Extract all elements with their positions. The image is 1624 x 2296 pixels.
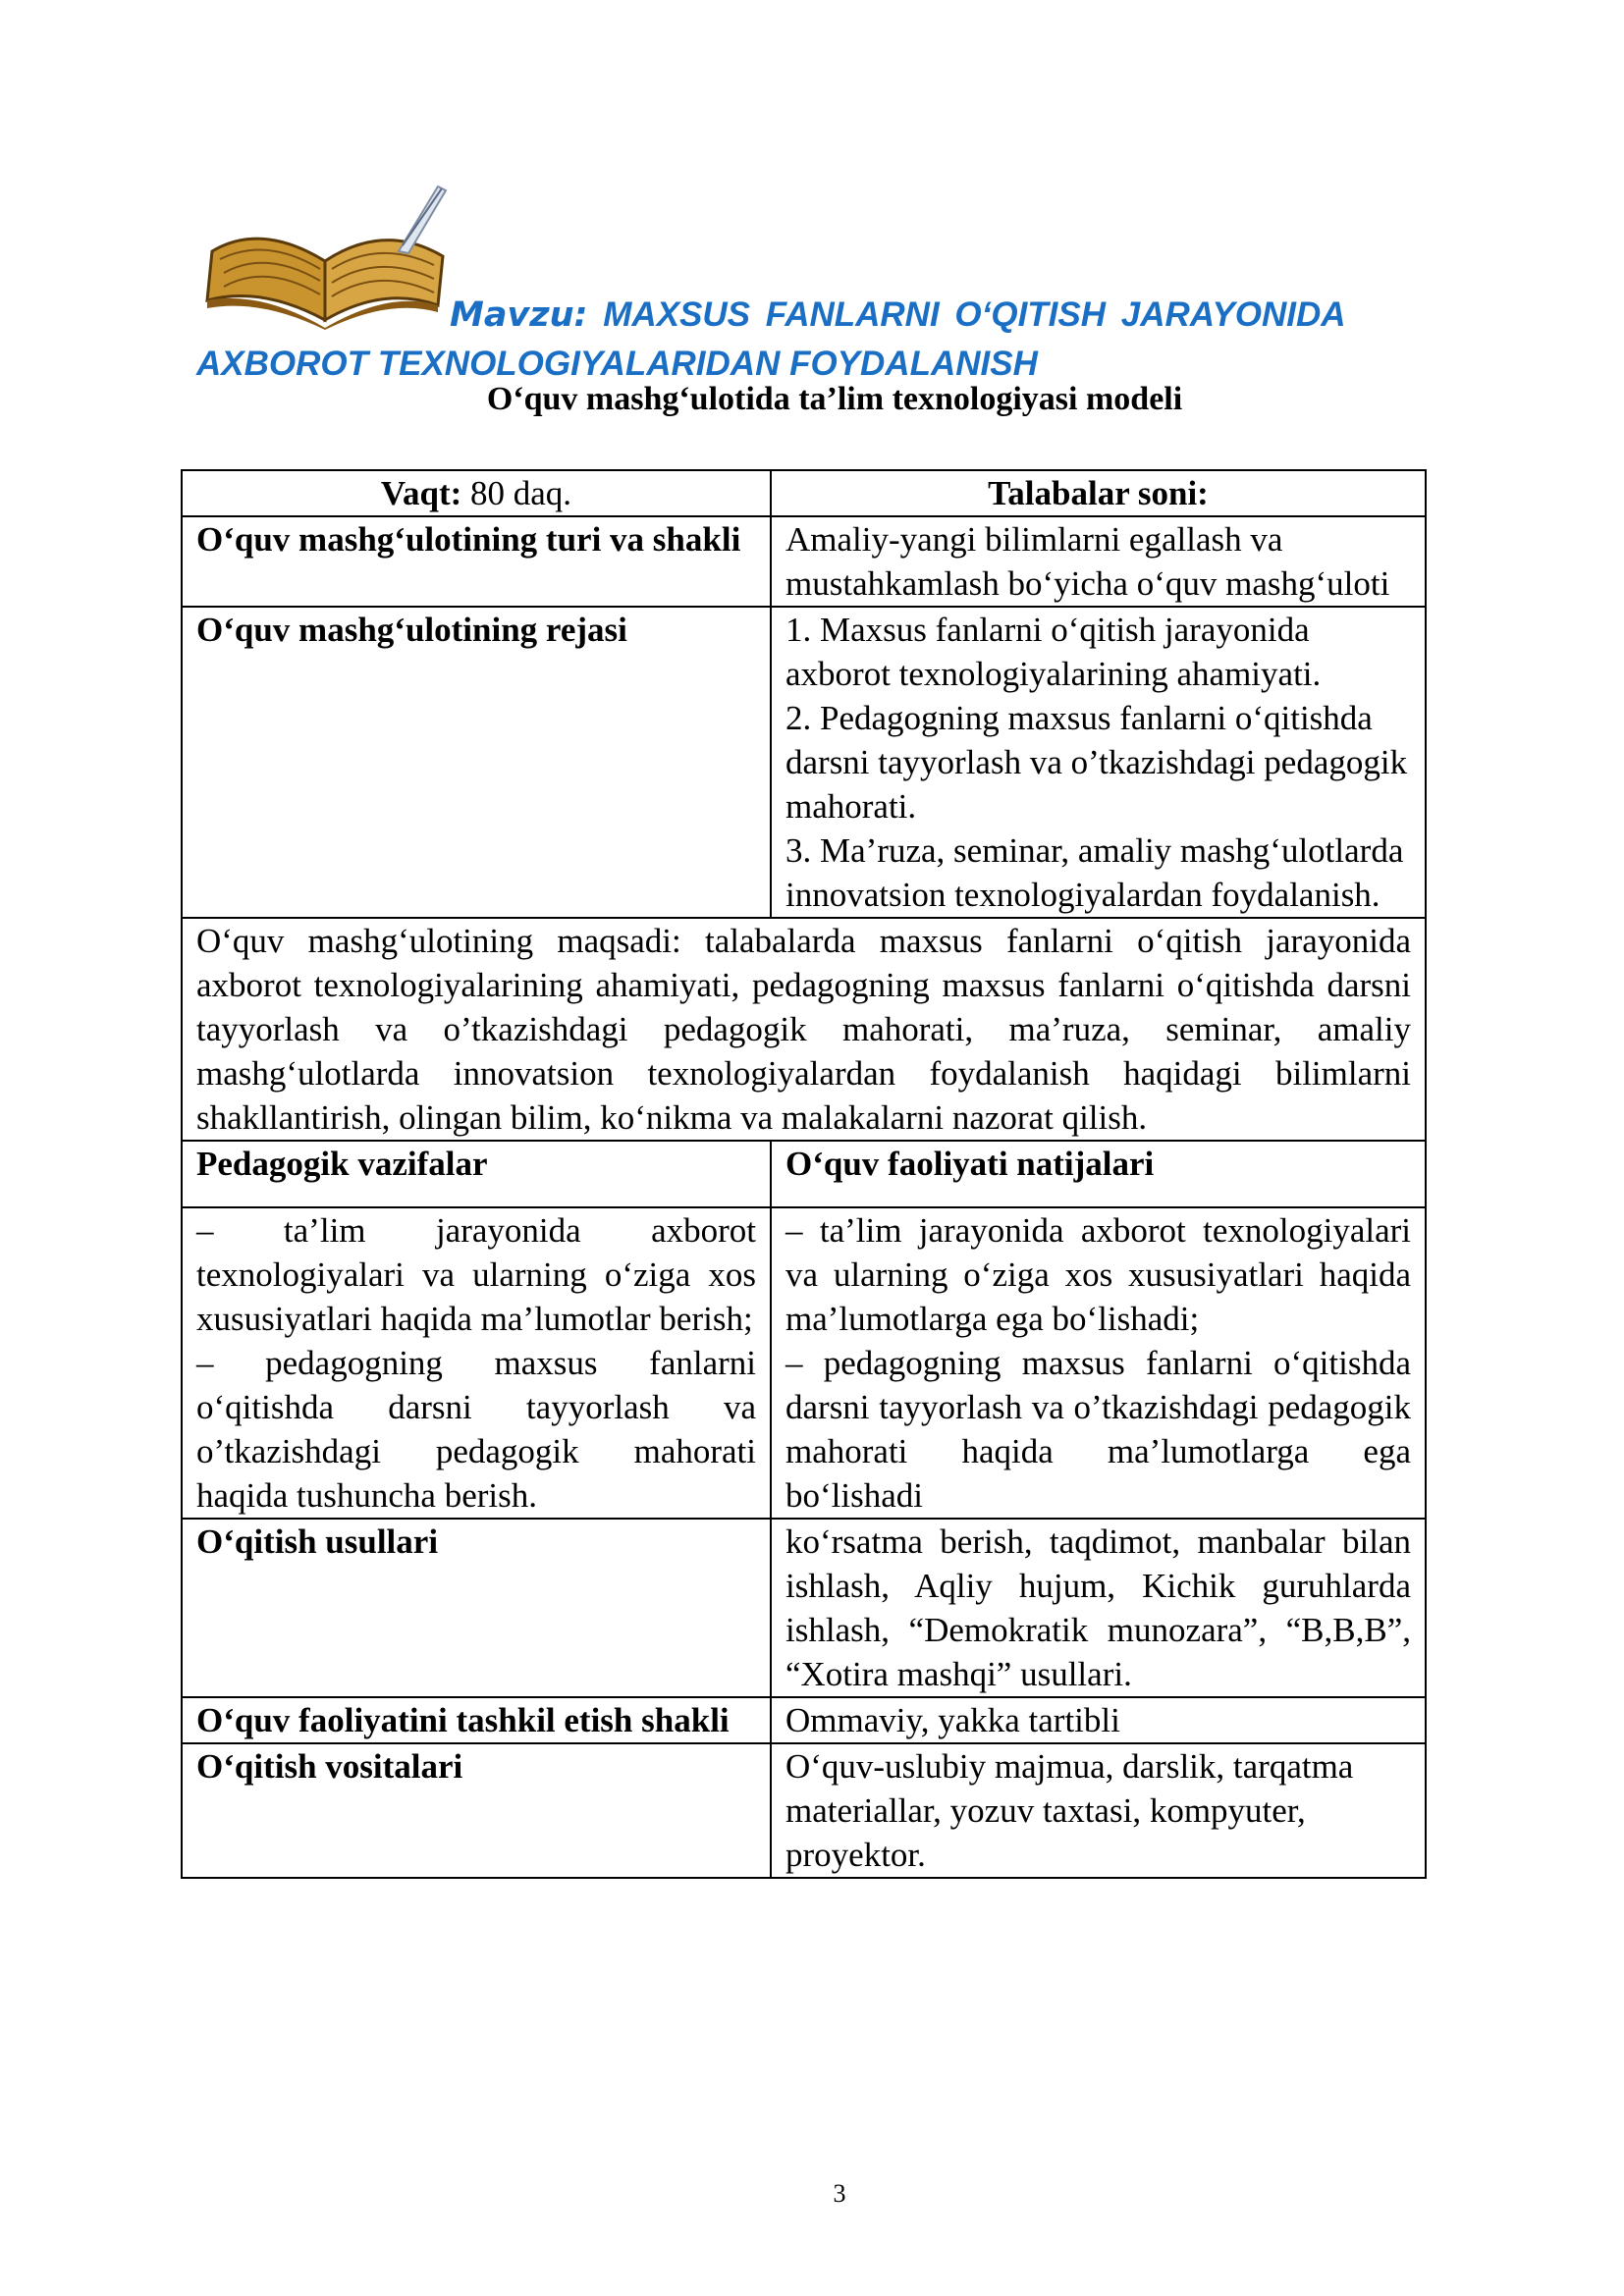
time-cell xyxy=(182,470,771,516)
task-item: – ta’lim jarayonida axborot texnologiyalari va ularning o‘ziga xos xususiyatlari haqida ma’lumotlar berish; xyxy=(196,1211,756,1338)
table-row xyxy=(182,1519,1426,1697)
methods-label: O‘qitish usullari xyxy=(182,1519,771,1697)
table-row xyxy=(182,1207,1426,1519)
tools-value: O‘quv-uslubiy majmua, darslik, tarqatma materiallar, yozuv taxtasi, kompyuter, proyektor. xyxy=(771,1743,1426,1878)
time-label: Vaqt: xyxy=(380,474,462,512)
page-subtitle: O‘quv mashg‘ulotida ta’lim texnologiyasi modeli xyxy=(486,381,1183,417)
type-value: Amaliy-yangi bilimlarni egallash va mustahkamlash bo‘yicha o‘quv mashg‘uloti xyxy=(771,516,1426,607)
page-number: 3 xyxy=(833,2179,846,2208)
lesson-model-table xyxy=(181,469,1427,1879)
table-row xyxy=(182,1141,1426,1207)
plan-label: O‘quv mashg‘ulotining rejasi xyxy=(182,607,771,918)
table-row xyxy=(182,470,1426,516)
methods-value: ko‘rsatma berish, taqdimot, manbalar bilan ishlash, Aqliy hujum, Kichik guruhlarda ishlash, “Demokratik munozara”, “B,B,B”, “Xotira mashqi” usullari. xyxy=(771,1519,1426,1697)
task-item: – pedagogning maxsus fanlarni o‘qitishda darsni tayyorlash va o’tkazishdagi pedagogik mahorati haqida tushuncha berish. xyxy=(196,1344,756,1515)
students-cell: Talabalar soni: xyxy=(771,470,1426,516)
goal-text: O‘quv mashg‘ulotining maqsadi: talabalarda maxsus fanlarni o‘qitish jarayonida axborot texnologiyalarining ahamiyati, pedagogning maxsus fanlarni o‘qitishda darsni tayyorlash va o’tkazishdagi pedagogik mahorati, ma’ruza, seminar, amaliy mashg‘ulotlarda innovatsion texnologiyalardan foydalanish haqidagi bilimlarni shakllantirish, olingan bilim, ko‘nikma va malakalarni nazorat qilish. xyxy=(182,918,1426,1141)
org-value: Ommaviy, yakka tartibli xyxy=(771,1697,1426,1743)
result-item: – pedagogning maxsus fanlarni o‘qitishda darsni tayyorlash va o’tkazishdagi pedagogik mahorati haqida ma’lumotlarga ega bo‘lishadi xyxy=(785,1344,1411,1515)
results-header: O‘quv faoliyati natijalari xyxy=(771,1141,1426,1207)
time-value: 80 daq. xyxy=(461,474,572,512)
topic-line-1: MAXSUS FANLARNI O‘QITISH JARAYONIDA xyxy=(603,295,1346,334)
table-row xyxy=(182,1697,1426,1743)
topic-label: Mavzu: xyxy=(450,295,588,335)
plan-item: 2. Pedagogning maxsus fanlarni o‘qitishda darsni tayyorlash va o’tkazishdagi pedagogik mahorati. xyxy=(785,699,1408,826)
table-row xyxy=(182,516,1426,607)
tasks-header: Pedagogik vazifalar xyxy=(182,1141,771,1207)
topic-heading xyxy=(196,291,1453,389)
plan-item: 3. Ma’ruza, seminar, amaliy mashg‘ulotlarda innovatsion texnologiyalardan foydalanish. xyxy=(785,831,1404,914)
topic-line-2: AXBOROT TEXNOLOGIYALARIDAN FOYDALANISH xyxy=(196,345,1038,383)
table-row xyxy=(182,1743,1426,1878)
type-label: O‘quv mashg‘ulotining turi va shakli xyxy=(182,516,771,607)
org-label: O‘quv faoliyatini tashkil etish shakli xyxy=(182,1697,771,1743)
table-row xyxy=(182,918,1426,1141)
result-item: – ta’lim jarayonida axborot texnologiyalari va ularning o‘ziga xos xususiyatlari haqida ma’lumotlarga ega bo‘lishadi; xyxy=(785,1211,1411,1338)
table-row xyxy=(182,607,1426,918)
plan-item: 1. Maxsus fanlarni o‘qitish jarayonida axborot texnologiyalarining ahamiyati. xyxy=(785,611,1322,693)
plan-list xyxy=(771,607,1426,918)
results-list xyxy=(771,1207,1426,1519)
tools-label: O‘qitish vositalari xyxy=(182,1743,771,1878)
tasks-list xyxy=(182,1207,771,1519)
